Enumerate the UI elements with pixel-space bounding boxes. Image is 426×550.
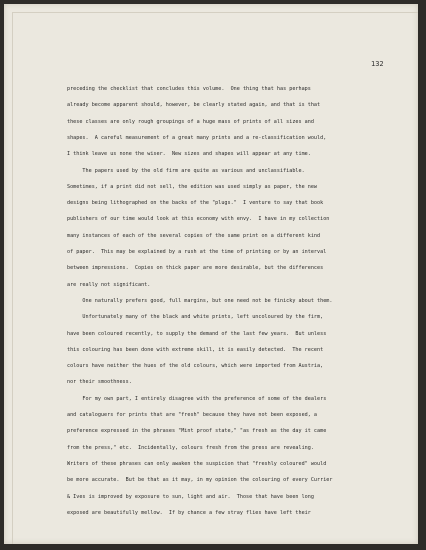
text-line: this colouring has been done with extreme skill, it is easily detected. The recent [67,346,324,353]
text-line: of paper. This may be explained by a rush at the time of printing or by an interval [67,249,327,255]
text-line: these classes are only rough groupings of a huge mass of prints of all sizes and [67,118,314,125]
text-line: from the press," etc. Incidentally, colours fresh from the press are revealing. [67,444,314,451]
text-line: Sometimes, if a print did not sell, the edition was used simply as paper, the new [67,183,318,190]
text-line: be more accurate. But be that as it may, in my opinion the colouring of every Currier [67,477,333,484]
text-line: nor their smoothness. [67,379,132,386]
text-line: preference expressed in the phrases "Mint proof state," "as fresh as the day it came [67,428,327,435]
text-line: Unfortunately many of the black and white prints, left uncoloured by the firm, [67,314,324,321]
text-line: shapes. A careful measurement of a great many prints and a re-classification would, [67,134,327,141]
text-line: The papers used by the old firm are quite as various and unclassifiable. [67,167,305,174]
text-line: One naturally prefers good, full margins, but one need not be finicky about them. [67,297,333,304]
document-page [4,4,418,544]
text-line: and cataloguers for prints that are "fresh" because they have not been exposed, a [67,412,318,418]
page-number: 132 [371,60,384,68]
text-line: designs being lithographed on the backs of the "plugs." I venture to say that book [67,200,324,207]
text-line: already become apparent should, however, be clearly stated again, and that is that [67,102,321,109]
text-line: have been coloured recently, to supply the demand of the last few years. But unless [67,330,327,337]
text-line: Writers of these phrases can only awaken the suspicion that "freshly coloured" would [67,460,327,467]
text-line: preceding the checklist that concludes this volume. One thing that has perhaps [67,86,311,92]
text-line: many instances of each of the several copies of the same print on a different kind [67,232,321,239]
text-line: between impressions. Copies on thick paper are more desirable, but the differences [67,265,324,272]
text-line: are really not significant. [67,281,151,288]
text-line: publishers of our time would look at this economy with envy. I have in my collection [67,216,330,223]
text-line: colours have neither the hues of the old colours, which were imported from Austria, [67,363,324,370]
text-line: & Ives is improved by exposure to sun, light and air. Those that have been long [67,493,314,500]
text-line: I think leave us none the wiser. New sizes and shapes will appear at any time. [67,151,311,158]
text-line: exposed are beautifully mellow. If by chance a few stray flies have left their [67,509,311,516]
text-line: For my own part, I entirely disagree with the preference of some of the dealers [67,395,327,402]
